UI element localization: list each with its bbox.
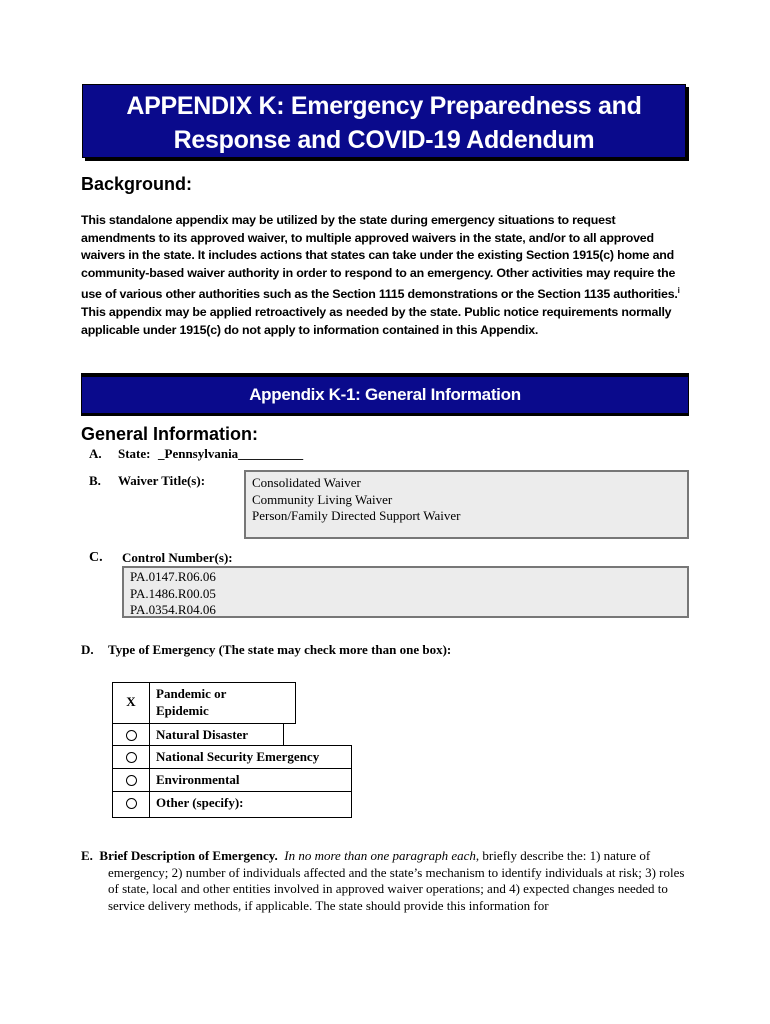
natural-disaster-radio-cell[interactable] bbox=[113, 726, 149, 745]
item-d-label: Type of Emergency (The state may check more than one box): bbox=[108, 642, 452, 657]
control-number-1: PA.0147.R06.06 bbox=[130, 569, 216, 584]
background-paragraph bbox=[81, 212, 691, 339]
title-line-2: Response and COVID-19 Addendum bbox=[173, 126, 595, 154]
pandemic-label bbox=[149, 683, 297, 723]
waiver-titles-field[interactable] bbox=[244, 470, 689, 539]
item-e-label: Brief Description of Emergency. bbox=[99, 848, 278, 863]
other-radio-icon[interactable] bbox=[126, 798, 137, 809]
item-e-italic: In no more than one paragraph each bbox=[284, 848, 476, 863]
environmental-label: Environmental bbox=[149, 769, 353, 791]
item-a-label: State: bbox=[118, 446, 151, 461]
item-e-text: , briefly describe the: 1) nature of emergency; 2) number of individuals affected and the state’s mechanism to identify individuals at risk; 3) roles of state, local and other entities involved in approved waiver operations; and 4) expected changes needed to service delivery methods, if applicable. The state should provide this information for bbox=[108, 848, 685, 913]
item-b-label: Waiver Title(s): bbox=[118, 473, 206, 488]
item-e-paragraph bbox=[81, 848, 691, 914]
item-c-label: Control Number(s): bbox=[122, 550, 233, 565]
section-k1-bar: Appendix K-1: General Information bbox=[81, 376, 689, 414]
control-number-2: PA.1486.R00.05 bbox=[130, 585, 216, 601]
background-heading: Background: bbox=[81, 174, 193, 194]
waiver-title-2: Community Living Waiver bbox=[252, 491, 393, 507]
waiver-title-3: Person/Family Directed Support Waiver bbox=[252, 508, 461, 523]
item-a-letter: A. bbox=[89, 446, 102, 461]
national-security-radio-cell[interactable] bbox=[113, 748, 149, 767]
pandemic-label-line1: Pandemic or bbox=[156, 686, 227, 701]
item-c-letter: C. bbox=[89, 550, 103, 565]
pandemic-label-line2: Epidemic bbox=[156, 703, 209, 718]
emergency-option-pandemic[interactable] bbox=[112, 682, 296, 724]
item-d-letter: D. bbox=[81, 642, 94, 657]
control-numbers-field[interactable] bbox=[122, 566, 689, 618]
state-value[interactable]: _Pennsylvania__________ bbox=[158, 446, 304, 461]
emergency-option-natural-disaster[interactable] bbox=[112, 723, 284, 746]
emergency-option-other[interactable] bbox=[112, 791, 352, 818]
natural-disaster-radio-icon[interactable] bbox=[126, 730, 137, 741]
pandemic-checkmark[interactable]: X bbox=[126, 694, 136, 709]
waiver-title-1: Consolidated Waiver bbox=[252, 475, 361, 490]
other-label: Other (specify): bbox=[149, 792, 353, 817]
footnote-mark[interactable]: i bbox=[677, 286, 680, 296]
national-security-label: National Security Emergency bbox=[149, 746, 353, 768]
control-number-3: PA.0354.R04.06 bbox=[130, 602, 216, 617]
other-radio-cell[interactable] bbox=[113, 794, 149, 813]
general-information-heading: General Information: bbox=[81, 424, 259, 444]
environmental-radio-cell[interactable] bbox=[113, 771, 149, 790]
item-e-letter: E. bbox=[81, 848, 93, 863]
appendix-title-banner bbox=[82, 84, 686, 158]
emergency-option-environmental[interactable] bbox=[112, 768, 352, 792]
title-line-1: APPENDIX K: Emergency Preparedness and bbox=[126, 92, 642, 120]
national-security-radio-icon[interactable] bbox=[126, 752, 137, 763]
background-text: This standalone appendix may be utilized by the state during emergency situations to request amendments to its approved waiver, to multiple approved waivers in the state, and/or to all approved waivers in the state. It includes actions that states can take under the existing Section 1915(c) home and community-based waiver authority in order to respond to an emergency. Other activities may require the use of various other authorities such as the Section 1115 demonstrations or the Section 1135 authorities. bbox=[81, 213, 678, 302]
natural-disaster-label: Natural Disaster bbox=[149, 724, 285, 745]
item-b-letter: B. bbox=[89, 473, 101, 488]
environmental-radio-icon[interactable] bbox=[126, 775, 137, 786]
background-text-cont: This appendix may be applied retroactively as needed by the state. Public notice requirements normally applicable under 1915(c) do not apply to information contained in this Appendix. bbox=[81, 305, 672, 337]
emergency-option-national-security[interactable] bbox=[112, 745, 352, 769]
